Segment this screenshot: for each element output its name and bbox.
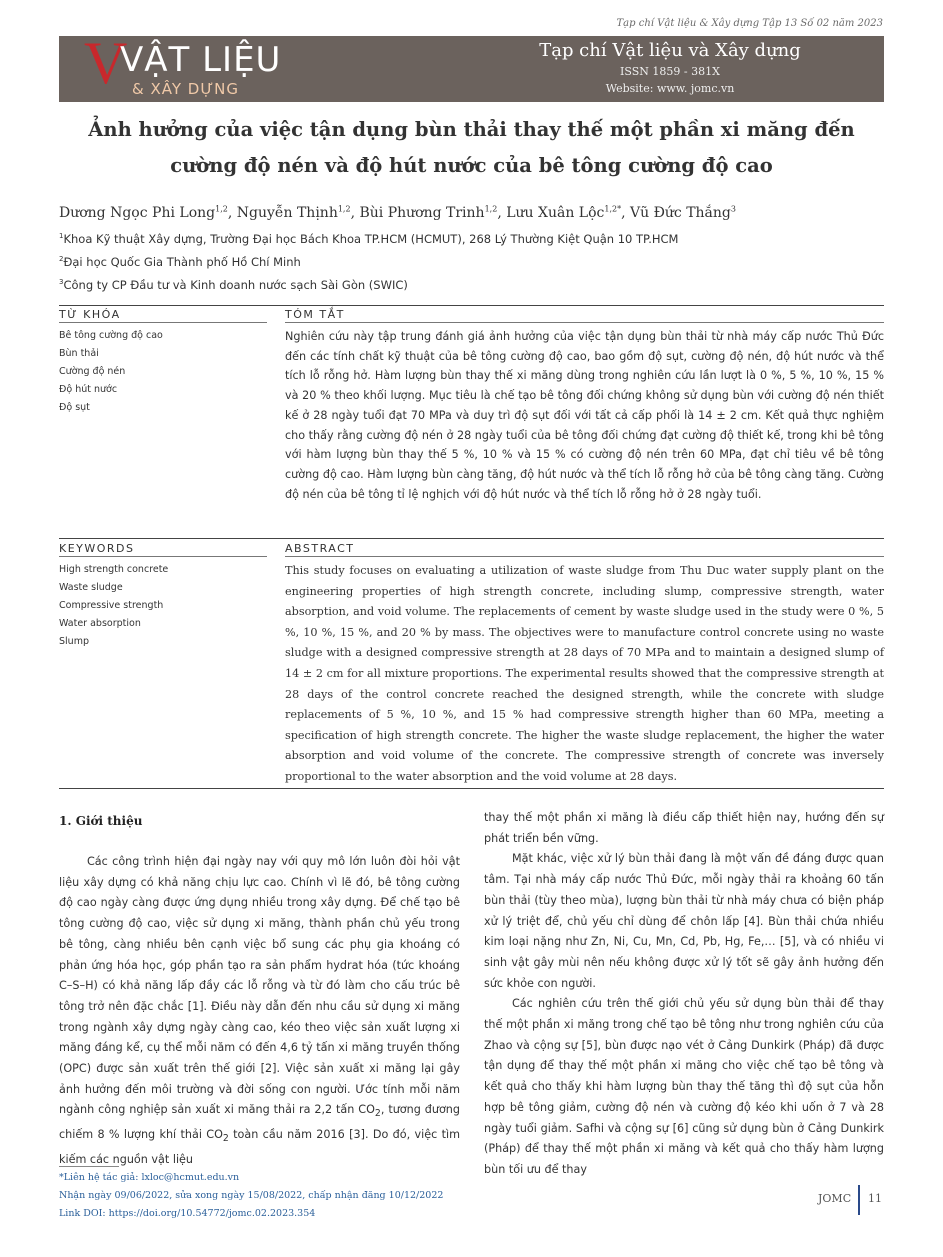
keyword: Bê tông cường độ cao bbox=[59, 330, 163, 341]
paragraph: thay thế một phần xi măng là điều cấp thiết hiện nay, hướng đến sự phát triển bền vững. bbox=[484, 811, 884, 845]
journal-issn: ISSN 1859 - 381X bbox=[620, 65, 720, 78]
journal-logo: V VẬT LIỆU & XÂY DỰNG bbox=[84, 30, 282, 98]
abstract-en-text: This study focuses on evaluating a utilization of waste sludge from Thu Duc water supply plant on the engineering properties of high strength concrete, including slump, compressive strength, water absorption, and void volume. The replacements of cement by waste sludge used in the study were 0 %, 5 %, 10 %, 15 %, and 20 % by mass. The objectives were to manufacture control concrete using no waste sludge with a designed compressive strength at 28 days of 70 MPa and to maintain a designed slump of 14 ± 2 cm for all mixture proportions. The experimental results showed that the compressive strength at 28 days of the control concrete reached the designed strength, while the concrete with sludge replacements of 5 %, 10 %, and 15 % had compressive strength higher than 60 MPa, meeting a specification of high strength concrete. The higher the waste sludge replacement, the higher the water absorption and void volume of the concrete. The compressive strength of concrete was inversely proportional to the water absorption and the void volume at 28 days. bbox=[285, 564, 884, 783]
divider bbox=[59, 322, 267, 323]
section-rule bbox=[59, 538, 884, 539]
affiliation: $^1$Khoa Kỹ thuật Xây dựng, Trường Đại học Bách Khoa TP.HCM (HCMUT), 268 Lý Thường Kiệt Quận 10 TP.HCM bbox=[59, 232, 679, 246]
keyword: Waste sludge bbox=[59, 582, 123, 593]
keyword: Compressive strength bbox=[59, 600, 164, 611]
author: Lưu Xuân Lộc$^{1,2*}$, bbox=[506, 204, 631, 221]
keyword: Độ hút nước bbox=[59, 384, 118, 395]
keyword: Độ sụt bbox=[59, 402, 90, 413]
paper-title: Ảnh hưởng của việc tận dụng bùn thải thay thế một phần xi măng đến cường độ nén và độ hút nước của bê tông cường độ cao bbox=[88, 118, 855, 177]
section-rule bbox=[59, 788, 884, 789]
logo-sub-text: & XÂY DỰNG bbox=[132, 80, 240, 98]
section-heading: 1. Giới thiệu bbox=[59, 814, 143, 828]
contact-footnote: *Liên hệ tác giả: lxloc@hcmut.edu.vn bbox=[59, 1172, 240, 1183]
footer-journal: JOMC bbox=[818, 1192, 852, 1205]
keywords-en-list bbox=[59, 561, 168, 651]
divider bbox=[285, 556, 884, 557]
divider bbox=[285, 322, 884, 323]
logo-main-text: VẬT LIỆU bbox=[120, 40, 282, 80]
author: Vũ Đức Thắng$^3$ bbox=[630, 204, 736, 221]
keywords-vi-heading: TỪ KHÓA bbox=[59, 308, 121, 321]
keywords-vi-list bbox=[59, 327, 163, 417]
affiliation: $^2$Đại học Quốc Gia Thành phố Hồ Chí Minh bbox=[59, 255, 301, 269]
author-list bbox=[59, 204, 736, 221]
page-number: 11 bbox=[868, 1192, 882, 1205]
keyword: Cường độ nén bbox=[59, 366, 126, 377]
author: Bùi Phương Trinh$^{1,2}$, bbox=[359, 204, 507, 221]
keyword: Bùn thải bbox=[59, 348, 99, 359]
footnote-rule bbox=[59, 1166, 119, 1167]
author: Dương Ngọc Phi Long$^{1,2}$, bbox=[59, 204, 237, 221]
journal-name: Tạp chí Vật liệu và Xây dựng bbox=[539, 40, 801, 61]
running-header: Tạp chí Vật liệu & Xây dựng Tập 13 Số 02 năm 2023 bbox=[616, 18, 883, 29]
paragraph: Mặt khác, việc xử lý bùn thải đang là một vấn đề đáng được quan tâm. Tại nhà máy cấp nước Thủ Đức, mỗi ngày thải ra khoảng 60 tấn bùn thải (tùy theo mùa), lượng bùn thải từ nhà máy chưa có biện pháp xử lý triệt để, chủ yếu chỉ dùng để chôn lấp [4]. Bùn thải chứa nhiều kim loại nặng như Zn, Ni, Cu, Mn, Cd, Pb, Hg, Fe,… [5], và có nhiều vi sinh vật gây mùi nên nếu không được xử lý tốt sẽ gây ảnh hưởng đến sức khỏe con người. bbox=[484, 852, 884, 990]
divider bbox=[59, 556, 267, 557]
paragraph: Các công trình hiện đại ngày nay với quy mô lớn luôn đòi hỏi vật liệu xây dựng có khả năng chịu lực cao. Chính vì lẽ đó, bê tông cường độ cao ngày càng được ứng dụng nhiều trong xây dựng. Để chế tạo bê tông cường độ cao, việc sử dụng xi măng, thành phần chủ yếu trong bê tông, càng nhiều bên cạnh việc bổ sung các phụ gia khoáng có phản ứng hóa học, góp phần tạo ra sản phẩm hydrat hóa (tức khoáng C–S–H) có khả năng lấp đầy các lỗ rỗng và từ đó làm cho cấu trúc bê tông trở nên đặc chắc [1]. Điều này dẫn đến nhu cầu sử dụng xi măng trong ngành xây dựng ngày càng cao, kéo theo việc sản xuất lượng xi măng đáng kể, cụ thể mỗi năm có đến 4,6 tỷ tấn xi măng truyền thống (OPC) được sản xuất trên thế giới [2]. Việc sản xuất xi măng lại gây ảnh hưởng đến môi trường và đời sống con người. Ước tính mỗi năm ngành công nghiệp sản xuất xi măng thải ra 2,2 tấn $CO_2$, tương đương chiếm 8 % lượng khí thải $CO_2$ toàn cầu năm 2016 [3]. Do đó, việc tìm kiếm các nguồn vật liệu bbox=[59, 855, 460, 1167]
keyword: Water absorption bbox=[59, 618, 141, 629]
body-left-column bbox=[59, 852, 460, 1171]
doi-link[interactable]: Link DOI: https://doi.org/10.54772/jomc.02.2023.354 bbox=[59, 1208, 316, 1219]
affiliation: $^3$Công ty CP Đầu tư và Kinh doanh nước sạch Sài Gòn (SWIC) bbox=[59, 278, 408, 292]
keywords-en-heading: KEYWORDS bbox=[59, 542, 135, 555]
abstract-vi-text: Nghiên cứu này tập trung đánh giá ảnh hưởng của việc tận dụng bùn thải từ nhà máy cấp nước Thủ Đức đến các tính chất kỹ thuật của bê tông cường độ cao, bao gồm độ sụt, cường độ nén, độ hút nước và thể tích lỗ rỗng hở. Hàm lượng bùn thay thế xi măng dùng trong nghiên cứu lần lượt là 0 %, 5 %, 10 %, 15 % và 20 % theo khối lượng. Mục tiêu là chế tạo bê tông đối chứng không sử dụng bùn với cường độ nén thiết kế ở 28 ngày tuổi đạt 70 MPa và duy trì độ sụt đối với tất cả cấp phối là 14 ± 2 cm. Kết quả thực nghiệm cho thấy rằng cường độ nén ở 28 ngày tuổi của bê tông đối chứng đạt cường độ thiết kế, trong khi bê tông với hàm lượng bùn thay thế 5 %, 10 % và 15 % có cường độ nén trên 60 MPa, đạt chỉ tiêu về bê tông cường độ cao. Hàm lượng bùn càng tăng, độ hút nước và thể tích lỗ rỗng hở của bê tông càng tăng. Cường độ nén của bê tông tỉ lệ nghịch với độ hút nước và thể tích lỗ rỗng hở ở 28 ngày tuổi. bbox=[285, 330, 884, 501]
keyword: High strength concrete bbox=[59, 564, 169, 575]
abstract-en-heading: ABSTRACT bbox=[285, 542, 355, 555]
author: Nguyễn Thịnh$^{1,2}$, bbox=[236, 204, 360, 221]
keyword: Slump bbox=[59, 636, 89, 647]
paragraph: Các nghiên cứu trên thế giới chủ yếu sử dụng bùn thải để thay thế một phần xi măng trong chế tạo bê tông như trong nghiên cứu của Zhao và cộng sự [5], bùn được nạo vét ở Cảng Dunkirk (Pháp) đã được tận dụng để thay thế một phần xi măng cho việc chế tạo bê tông và kết quả cho thấy khi hàm lượng bùn thay thế tăng thì độ sụt của hỗn hợp bê tông giảm, cường độ nén và cường độ kéo khi uốn ở 7 và 28 ngày tuổi giảm. Safhi và cộng sự [6] cũng sử dụng bùn ở Cảng Dunkirk (Pháp) để thay thế một phần xi măng và kết quả cho thấy hàm lượng bùn tối ưu để thay bbox=[484, 997, 884, 1176]
dates-footnote: Nhận ngày 09/06/2022, sửa xong ngày 15/08/2022, chấp nhận đăng 10/12/2022 bbox=[59, 1190, 444, 1201]
top-rule bbox=[59, 305, 884, 306]
journal-website: Website: www. jomc.vn bbox=[605, 82, 735, 95]
abstract-vi-heading: TÓM TẮT bbox=[285, 308, 345, 321]
footer-divider bbox=[858, 1185, 860, 1215]
body-right-column bbox=[484, 808, 884, 1181]
